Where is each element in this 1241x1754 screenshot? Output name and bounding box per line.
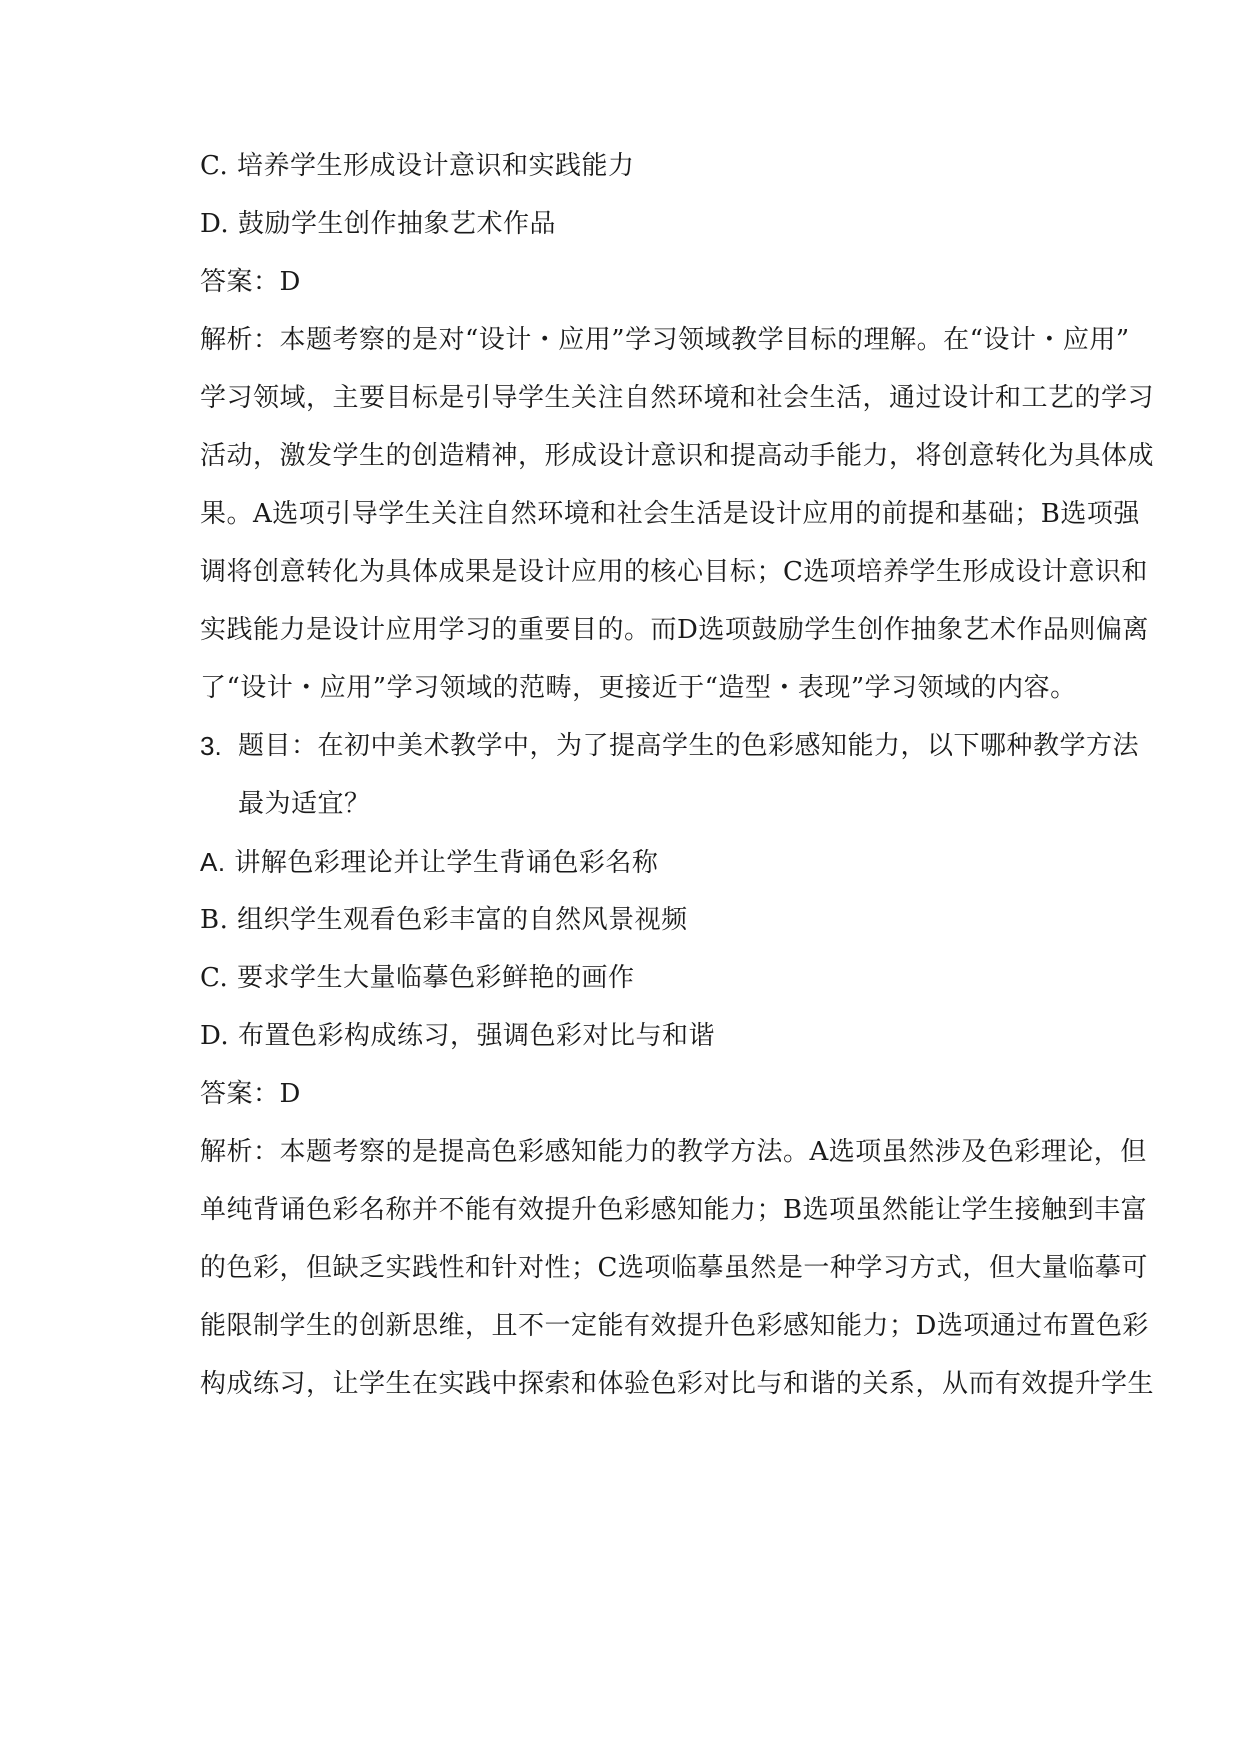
q3-number: 3. (200, 731, 222, 761)
q2-option-c: C. 培养学生形成设计意识和实践能力 (200, 151, 635, 181)
q2-analysis-line-1: 解析：本题考察的是对“设计・应用”学习领域教学目标的理解。在“设计・应用” (200, 325, 1130, 355)
q3-analysis-line-4: 能限制学生的创新思维，且不一定能有效提升色彩感知能力；D选项通过布置色彩 (200, 1311, 1149, 1341)
q3-analysis-line-3: 的色彩，但缺乏实践性和针对性；C选项临摹虽然是一种学习方式，但大量临摹可 (200, 1253, 1148, 1283)
q2-analysis-line-3: 活动，激发学生的创造精神，形成设计意识和提高动手能力，将创意转化为具体成 (200, 441, 1155, 471)
q3-option-d: D. 布置色彩构成练习，强调色彩对比与和谐 (200, 1021, 715, 1051)
q3-option-b: B. 组织学生观看色彩丰富的自然风景视频 (200, 905, 688, 935)
q2-analysis-line-7: 了“设计・应用”学习领域的范畴，更接近于“造型・表现”学习领域的内容。 (200, 673, 1077, 703)
q3-option-a (200, 844, 1090, 881)
q3-question-line-2: 最为适宜？ (238, 789, 371, 819)
q3-option-c: C. 要求学生大量临摹色彩鲜艳的画作 (200, 963, 635, 993)
q2-analysis-line-4: 果。A选项引导学生关注自然环境和社会生活是设计应用的前提和基础；B选项强 (200, 499, 1140, 529)
q2-analysis-line-5: 调将创意转化为具体成果是设计应用的核心目标；C选项培养学生形成设计意识和 (200, 557, 1148, 587)
q2-option-d: D. 鼓励学生创作抽象艺术作品 (200, 209, 556, 239)
q3-question-line-1: 题目：在初中美术教学中，为了提高学生的色彩感知能力，以下哪种教学方法 (238, 731, 1140, 761)
q3-analysis-line-5: 构成练习，让学生在实践中探索和体验色彩对比与和谐的关系，从而有效提升学生 (200, 1369, 1155, 1399)
q2-analysis-line-6: 实践能力是设计应用学习的重要目的。而D选项鼓励学生创作抽象艺术作品则偏离 (200, 615, 1149, 645)
q3-option-a-label: A. (200, 847, 226, 877)
q3-answer: 答案：D (200, 1079, 301, 1109)
q2-analysis-line-2: 学习领域，主要目标是引导学生关注自然环境和社会生活，通过设计和工艺的学习 (200, 383, 1155, 413)
q2-answer: 答案：D (200, 267, 301, 297)
q3-analysis-line-2: 单纯背诵色彩名称并不能有效提升色彩感知能力；B选项虽然能让学生接触到丰富 (200, 1195, 1148, 1225)
q3-analysis-line-1: 解析：本题考察的是提高色彩感知能力的教学方法。A选项虽然涉及色彩理论，但 (200, 1137, 1147, 1167)
q3-option-a-text: 讲解色彩理论并让学生背诵色彩名称 (234, 848, 659, 878)
